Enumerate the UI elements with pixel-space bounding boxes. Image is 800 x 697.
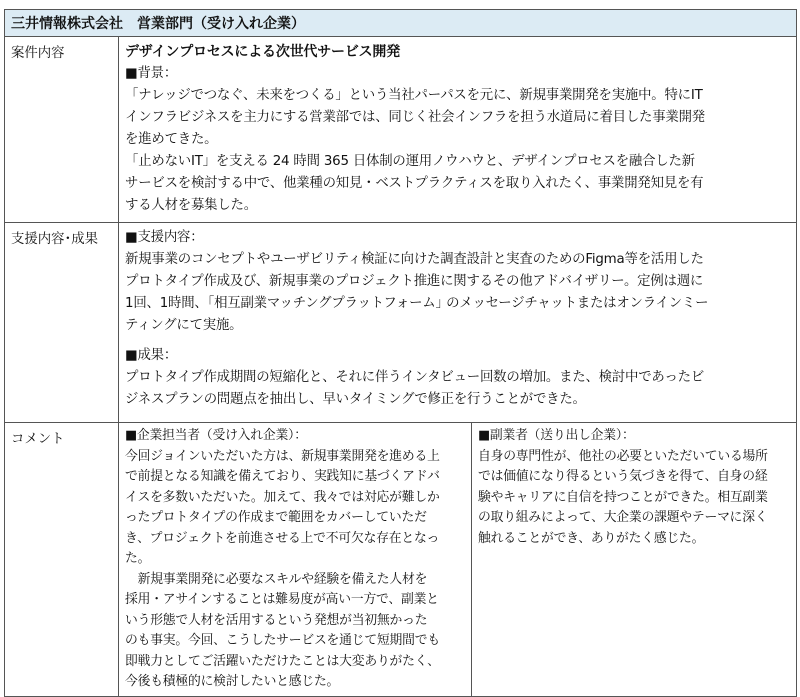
- worker-comment: [472, 423, 774, 696]
- text-line: 今後も積極的に検討したいと感じた。: [125, 674, 340, 689]
- text-line: 新規事業のコンセプトやユーザビリティ検証に向けた調査設計と実査のためのFigma等を活用した: [125, 252, 704, 267]
- text-line: ジネスプランの問題点を抽出し、早いタイミングで修正を行うことができた。: [125, 392, 586, 407]
- text-line: プロトタイプ作成及び、新規事業のプロジェクト推進に関するその他アドバイザリー。定例は週に: [125, 274, 704, 289]
- label-case: 案件内容: [5, 37, 119, 223]
- text-line: き、プロジェクトを前進させる上で不可欠な存在となっ: [125, 530, 440, 546]
- text-line: 自身の専門性が、他社の必要といただいている場所: [478, 448, 768, 464]
- text-line: た。: [125, 551, 151, 566]
- support-text: [125, 249, 790, 337]
- text-line: 1回、1時間、｢相互副業マッチングプラットフォーム｣ のメッセージチャットまたはオンラインミー: [125, 296, 709, 311]
- support-content: [119, 223, 797, 423]
- table-header: 三井情報株式会社 営業部門（受け入れ企業）: [5, 10, 797, 37]
- result-text: [125, 367, 790, 411]
- text-line: では価値になり得るという気づきを得て、自身の経: [478, 469, 768, 484]
- background-heading: ■背景：: [125, 66, 178, 81]
- background-text: [125, 85, 790, 217]
- text-line: サービスを検討する中で、他業種の知見・ベストプラクティスを取り入れたく、事業開発知見を有: [125, 176, 704, 191]
- worker-text: [478, 447, 768, 550]
- text-line: 採用・アサインすることは難易度が高い一方で、副業と: [125, 592, 439, 607]
- text-line: で前提となる知識を備えており、実践知に基づくアドバ: [125, 469, 440, 484]
- label-support: 支援内容･成果: [5, 223, 119, 423]
- text-line: 新規事業開発に必要なスキルや経験を備えた人材を: [125, 571, 428, 587]
- case-study-table: [4, 9, 797, 697]
- case-title: デザインプロセスによる次世代サービス開発: [125, 44, 401, 60]
- host-text: [125, 447, 465, 693]
- text-line: 今回ジョインいただいた方は、新規事業開発を進める上: [125, 448, 440, 464]
- text-line: 「止めないIT」を支える 24 時間 365 日体制の運用ノウハウと、デザインプロセスを融合した新: [125, 154, 695, 169]
- text-line: いう形態で人材を活用するという発想が当初無かった: [125, 612, 428, 628]
- text-line: プロトタイプ作成期間の短縮化と、それに伴うインタビュー回数の増加。また、検討中であったビ: [125, 370, 705, 385]
- text-line: 「ナレッジでつなぐ、未来をつくる」という当社パーパスを元に、新規事業開発を実施中。特にIT: [125, 88, 703, 103]
- text-line: の取り組みによって、大企業の課題やテーマに深く: [478, 510, 768, 525]
- host-comment: [119, 423, 472, 696]
- host-heading: ■企業担当者（受け入れ企業）：: [125, 428, 307, 443]
- text-line: のも事実。今回、こうしたサービスを通じて短期間でも: [125, 633, 440, 648]
- text-line: ティングにて実施。: [125, 318, 243, 333]
- text-line: を進めてきた。: [125, 132, 218, 147]
- text-line: する人材を募集した。: [125, 198, 257, 213]
- result-heading: ■成果：: [125, 348, 178, 363]
- text-line: ったプロトタイプの作成まで範囲をカバーしていただ: [125, 510, 427, 525]
- support-heading: ■支援内容：: [125, 230, 204, 245]
- text-line: 触れることができ、ありがたく感じた。: [478, 530, 705, 546]
- comment-content: [119, 423, 797, 697]
- text-line: 即戦力としてご活躍いただけたことは大変ありがたく、: [125, 653, 440, 669]
- case-content: [119, 37, 797, 223]
- text-line: インフラビジネスを主力にする営業部では、同じく社会インフラを担う水道局に着目した事業開発: [125, 110, 705, 125]
- label-comment: コメント: [5, 423, 119, 697]
- text-line: イスを多数いただいた。加えて、我々では対応が難しか: [125, 489, 440, 505]
- text-line: 験やキャリアに自信を持つことができた。相互副業: [478, 489, 768, 505]
- worker-heading: ■副業者（送り出し企業）：: [478, 428, 635, 443]
